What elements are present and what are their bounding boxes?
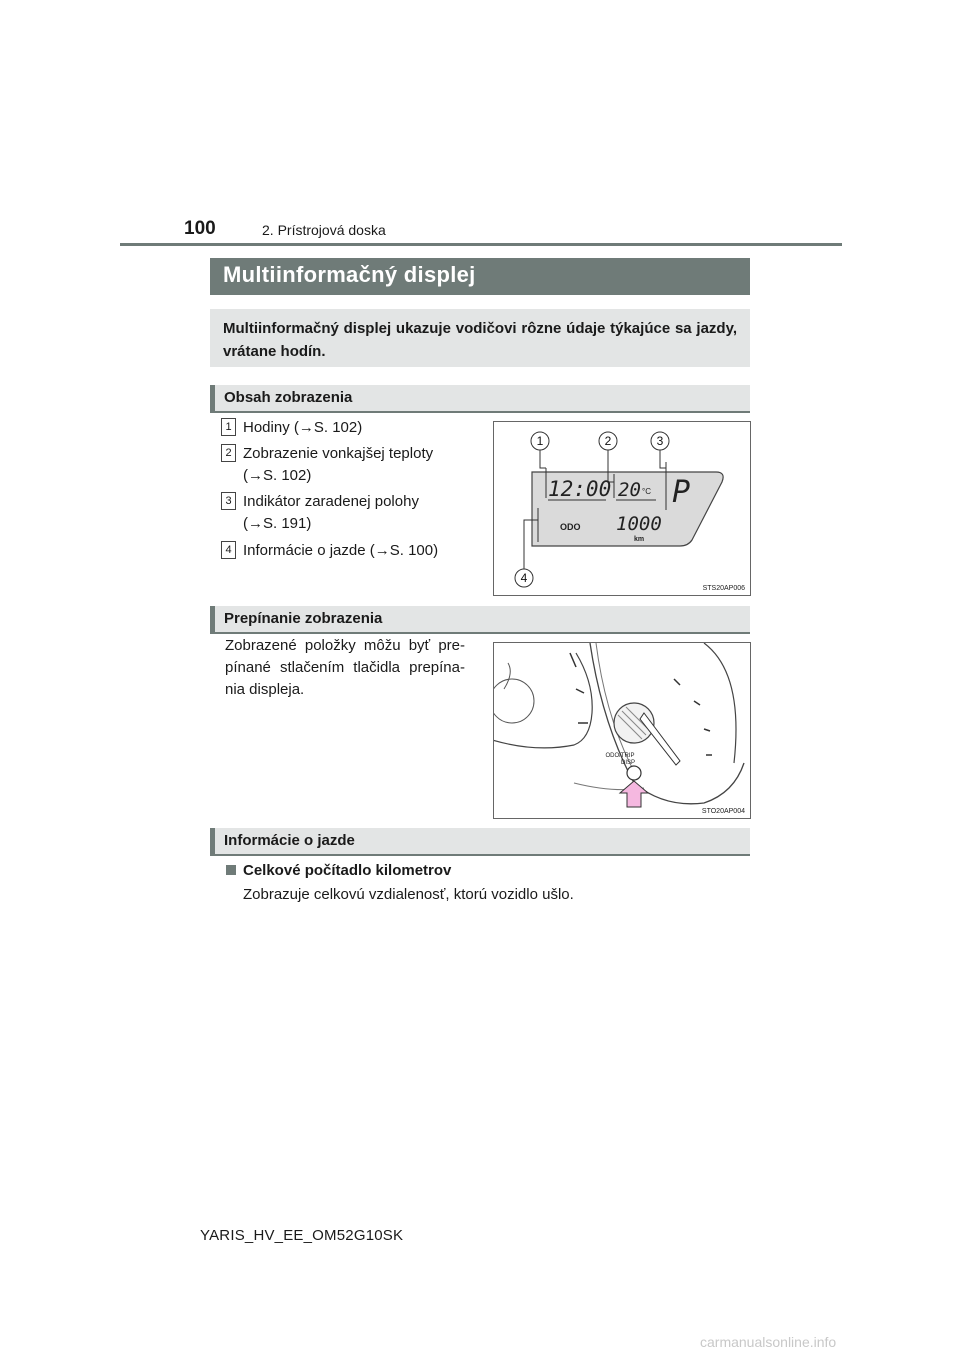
item-line: (→S. 191) — [243, 515, 312, 532]
footer-code: YARIS_HV_EE_OM52G10SK — [200, 1227, 404, 1244]
subheading-display — [210, 385, 750, 413]
header-rule — [120, 243, 842, 246]
switching-paragraph: Zobrazené položky môžu byť pre-pínané stlačením tlačidla prepína-nia displeja. — [225, 637, 465, 698]
section-name: 2. Prístrojová doska — [262, 222, 386, 238]
page-title: Multiinformačný displej — [223, 262, 476, 287]
display-switch-button — [627, 766, 641, 780]
callout-number: 2 — [604, 434, 612, 448]
bullet-text: Zobrazuje celkovú vzdialenosť, ktorú vozidlo ušlo. — [243, 886, 574, 903]
subheading-info — [210, 828, 750, 856]
cluster-outline — [504, 663, 510, 689]
item-line: Indikátor zaradenej polohy — [243, 493, 419, 510]
clock-readout: 12:00 — [548, 477, 612, 501]
button-label: ODO/TRIP — [605, 753, 635, 759]
button-label: DISP — [620, 760, 636, 766]
cluster-illustration — [494, 643, 750, 818]
bullet-heading-text: Celkové počítadlo kilometrov — [243, 862, 452, 879]
callout-number: 3 — [656, 434, 664, 448]
callout-number: 4 — [520, 571, 528, 585]
right-gauge-rim — [704, 643, 736, 763]
temperature-unit: °C — [642, 487, 651, 496]
intro-text: Multiinformačný displej ukazuje vodičovi rôzne údaje týkajúce sa jazdy, vrátane hodín. — [223, 320, 737, 360]
subheading-info-label: Informácie o jazde — [224, 832, 355, 849]
bullet-heading — [226, 862, 451, 879]
item-number: 4 — [221, 541, 236, 559]
item-line: (→S. 102) — [243, 467, 312, 484]
left-knob — [494, 679, 534, 723]
subheading-switching — [210, 606, 750, 634]
temperature-readout: 20 — [618, 479, 641, 501]
item-line: Informácie o jazde (→S. 100) — [243, 542, 439, 559]
item-line: Zobrazenie vonkajšej teploty — [243, 445, 434, 462]
callout-number: 1 — [536, 434, 544, 448]
square-bullet-icon — [226, 865, 236, 875]
odo-readout: 1000 — [616, 513, 662, 535]
display-illustration — [494, 422, 750, 595]
subheading-display-label: Obsah zobrazenia — [224, 389, 353, 406]
intro-box — [210, 309, 750, 367]
watermark: carmanualsonline.info — [700, 1334, 837, 1350]
cluster-figure — [493, 642, 751, 819]
display-figure — [493, 421, 751, 596]
page-number: 100 — [184, 218, 216, 239]
gear-indicator: P — [672, 475, 691, 510]
figure-code: STS20AP006 — [702, 585, 745, 592]
left-gauge-rim — [494, 653, 592, 748]
odo-unit: km — [634, 536, 645, 543]
figure-code: STO20AP004 — [701, 808, 745, 815]
item-number: 1 — [221, 418, 236, 436]
item-number: 3 — [221, 492, 236, 510]
subheading-switching-label: Prepínanie zobrazenia — [224, 610, 383, 627]
item-line: Hodiny (→S. 102) — [243, 419, 363, 436]
right-gauge-rim — [590, 643, 744, 804]
item-number: 2 — [221, 444, 236, 462]
pointer-arrow-icon — [620, 781, 648, 807]
title-bar — [210, 258, 750, 295]
odo-label: ODO — [560, 522, 581, 532]
